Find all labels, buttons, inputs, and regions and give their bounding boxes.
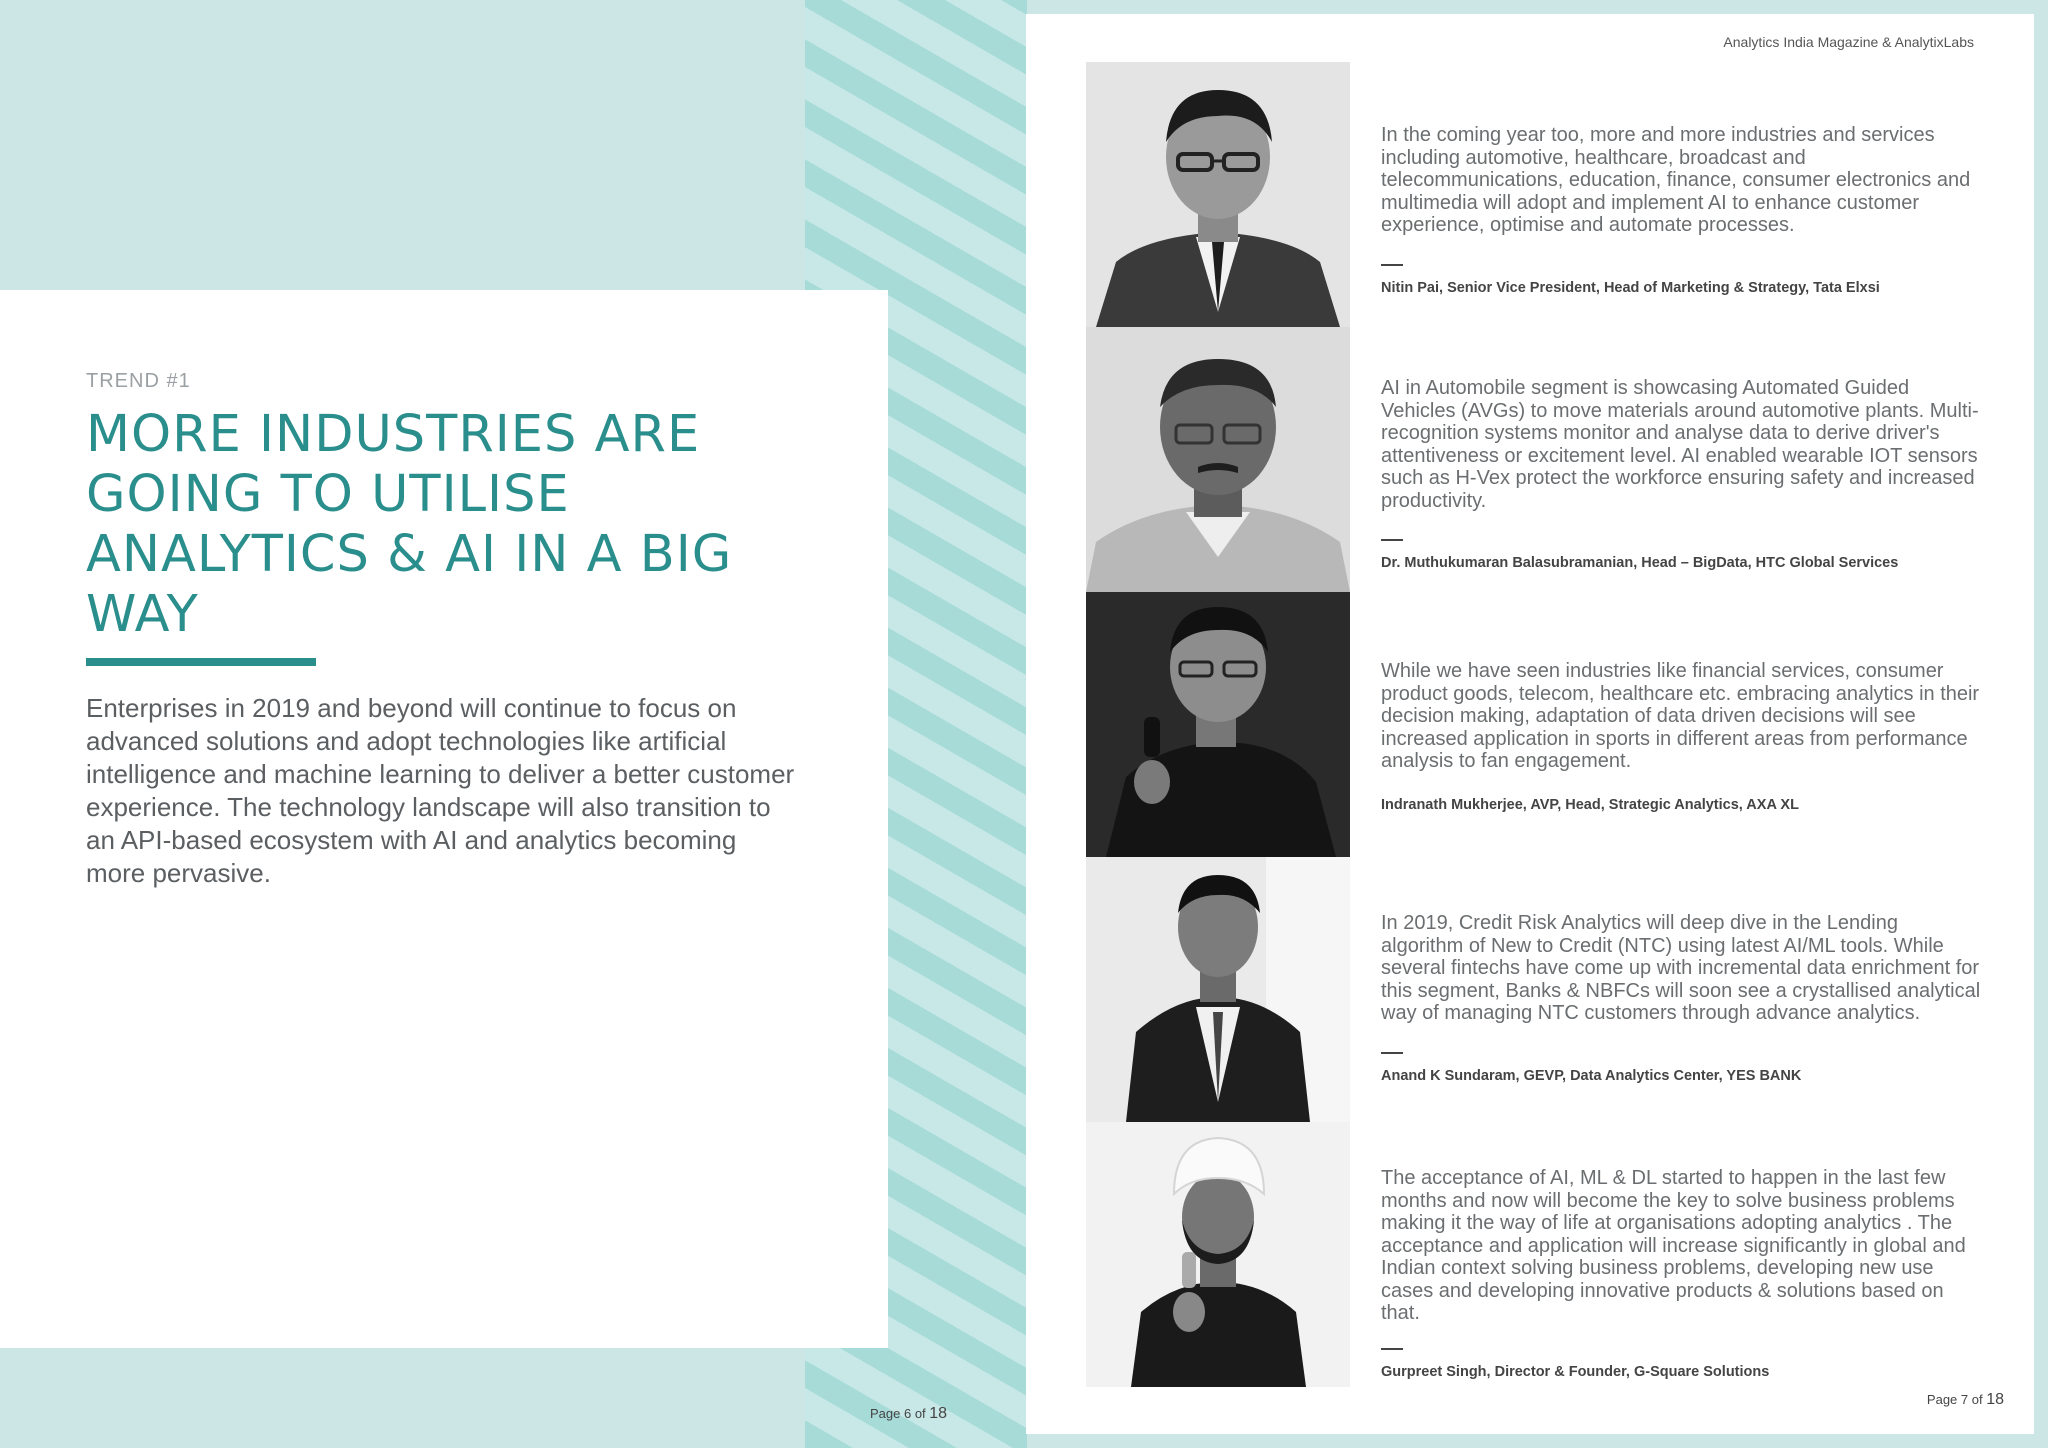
quote-attribution: Indranath Mukherjee, AVP, Head, Strategic Analytics, AXA XL xyxy=(1381,797,1799,813)
page-number-left xyxy=(870,1405,947,1423)
quote-attribution: Dr. Muthukumaran Balasubramanian, Head – BigData, HTC Global Services xyxy=(1381,555,1899,571)
right-page-card xyxy=(1026,14,2034,1434)
person-icon xyxy=(1086,62,1350,327)
quote-block xyxy=(1086,1122,2006,1387)
quote-divider xyxy=(1381,1052,1403,1054)
speaker-photo xyxy=(1086,327,1350,592)
quote-attribution: Gurpreet Singh, Director & Founder, G-Square Solutions xyxy=(1381,1364,1770,1380)
quote-text: While we have seen industries like financial services, consumer product goods, telecom, healthcare etc. embracing analytics in their decision making, adaptation of data driven decisions will see increased application in sports in different areas from performance analysis to fan engagement. xyxy=(1381,660,1980,772)
person-icon xyxy=(1086,1122,1350,1387)
header-source: Analytics India Magazine & AnalytixLabs xyxy=(1723,34,1974,50)
speaker-photo xyxy=(1086,1122,1350,1387)
person-icon xyxy=(1086,327,1350,592)
page-number-prefix: Page 6 of xyxy=(870,1406,926,1421)
quote-attribution: Anand K Sundaram, GEVP, Data Analytics Center, YES BANK xyxy=(1381,1068,1802,1084)
intro-paragraph: Enterprises in 2019 and beyond will continue to focus on advanced solutions and adopt technologies like artificial intelligence and machine learning to deliver a better customer experience. The technology landscape will also transition to an API-based ecosystem with AI and analytics becoming more pervasive. xyxy=(86,693,795,888)
quote-block xyxy=(1086,592,2006,857)
quote-divider xyxy=(1381,539,1403,541)
quote-block xyxy=(1086,62,2006,327)
page-number-total: 18 xyxy=(1986,1391,2004,1408)
speaker-photo xyxy=(1086,592,1350,857)
speaker-photo xyxy=(1086,62,1350,327)
page-number-total: 18 xyxy=(929,1405,948,1422)
page-number-right xyxy=(1927,1391,2004,1409)
speaker-photo xyxy=(1086,857,1350,1122)
quote-text: AI in Automobile segment is showcasing Automated Guided Vehicles (AVGs) to move materials around automotive plants. Multi-recognition systems monitor and analyse data to derive driver's attentiveness or excitement level. AI enabled wearable IOT sensors such as H-Vex protect the workforce ensuring safety and increased productivity. xyxy=(1381,377,1979,512)
quote-divider xyxy=(1381,1348,1403,1350)
person-icon xyxy=(1086,592,1350,857)
quote-text: In the coming year too, more and more industries and services including automotive, healthcare, broadcast and telecommunications, education, finance, consumer electronics and multimedia will adopt and implement AI to enhance customer experience, optimise and automate processes. xyxy=(1381,124,1971,236)
trend-label: TREND #1 xyxy=(86,370,191,392)
person-icon xyxy=(1086,857,1350,1122)
quote-attribution: Nitin Pai, Senior Vice President, Head of Marketing & Strategy, Tata Elxsi xyxy=(1381,280,1880,296)
page-number-prefix: Page 7 of xyxy=(1926,1392,1983,1407)
page-title: MORE INDUSTRIES ARE GOING TO UTILISE ANALYTICS & AI IN A BIG WAY xyxy=(86,405,733,644)
quote-divider xyxy=(1381,264,1403,266)
quote-block xyxy=(1086,327,2006,592)
quote-text: In 2019, Credit Risk Analytics will deep dive in the Lending algorithm of New to Credit (NTC) using latest AI/ML tools. While several fintechs have come up with incremental data enrichment for this segment, Banks & NBFCs will soon see a crystallised analytical way of managing NTC customers through advance analytics. xyxy=(1381,912,1981,1024)
quote-text: The acceptance of AI, ML & DL started to happen in the last few months and now will become the key to solve business problems making it the way of life at organisations adopting analytics . The acceptance and application will increase significantly in global and Indian context solving business problems, developing new use cases and developing innovative products & solutions based on that. xyxy=(1381,1167,1966,1324)
title-underline xyxy=(86,658,316,666)
quote-block xyxy=(1086,857,2006,1122)
